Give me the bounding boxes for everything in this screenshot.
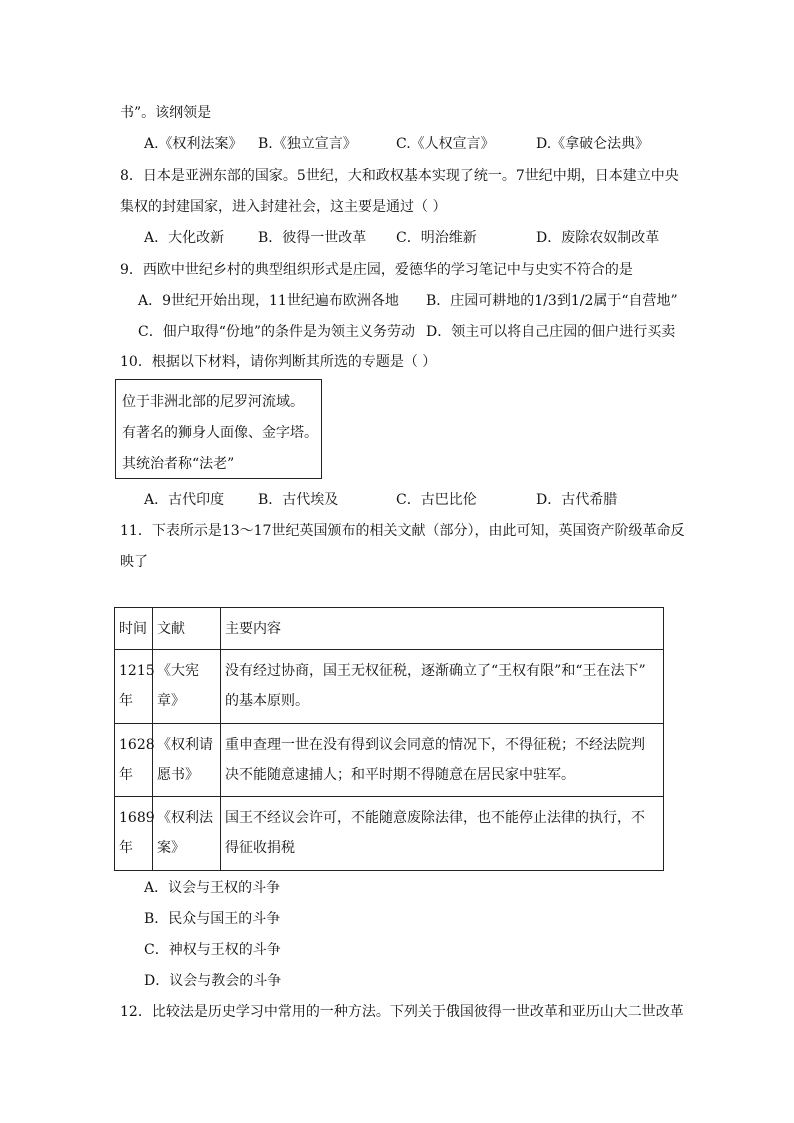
row1-year-unit: 年 bbox=[119, 693, 133, 709]
q11-text-line2: 映了 bbox=[120, 554, 148, 570]
row3-year: 1689 bbox=[119, 810, 155, 826]
header-content: 主要内容 bbox=[221, 608, 664, 650]
q11-option-d: D．议会与教会的斗争 bbox=[144, 973, 282, 989]
q8-option-c: C．明治维新 bbox=[396, 230, 477, 246]
q7-option-b: B.《独立宣言》 bbox=[258, 136, 357, 152]
row3-content-line1: 国王不经议会许可，不能随意废除法律，也不能停止法律的执行，不 bbox=[225, 810, 645, 826]
q7-option-a: A.《权利法案》 bbox=[144, 136, 243, 152]
row3-year-unit: 年 bbox=[119, 840, 133, 856]
q8-option-a: A．大化改新 bbox=[144, 230, 225, 246]
q9-option-c: C．佃户取得“份地”的条件是为领主义务劳动 bbox=[138, 324, 416, 340]
row1-content-line1: 没有经过协商，国王无权征税，逐渐确立了“王权有限”和“王在法下” bbox=[225, 663, 646, 679]
q8-text-line2: 集权的封建国家，进入封建社会，这主要是通过（ ） bbox=[120, 199, 447, 215]
q10-option-a: A．古代印度 bbox=[144, 492, 225, 508]
documents-table bbox=[114, 607, 664, 871]
q11-option-b: B．民众与国王的斗争 bbox=[144, 911, 281, 927]
q9-option-b: B．庄园可耕地的1/3到1/2属于“自营地” bbox=[426, 293, 678, 309]
row3-document-line2: 案》 bbox=[157, 840, 185, 856]
row2-year: 1628 bbox=[119, 737, 155, 753]
row3-document-line1: 《权利法 bbox=[157, 810, 213, 826]
q11-option-a: A．议会与王权的斗争 bbox=[144, 880, 281, 896]
row3-content-line2: 得征收捐税 bbox=[225, 840, 295, 856]
q12-text: 12．比较法是历史学习中常用的一种方法。下列关于俄国彼得一世改革和亚历山大二世改革 bbox=[120, 1004, 684, 1020]
row1-year: 1215 bbox=[119, 663, 155, 679]
q10-option-d: D．古代希腊 bbox=[536, 492, 618, 508]
row2-content-line1: 重申查理一世在没有得到议会同意的情况下，不得征税；不经法院判 bbox=[225, 737, 645, 753]
q7-option-d: D.《拿破仑法典》 bbox=[536, 136, 650, 152]
row2-year-unit: 年 bbox=[119, 767, 133, 783]
q9-text: 9．西欧中世纪乡村的典型组织形式是庄园，爱德华的学习笔记中与史实不符合的是 bbox=[120, 262, 633, 278]
q8-option-d: D．废除农奴制改革 bbox=[536, 230, 660, 246]
q7-option-c: C.《人权宣言》 bbox=[396, 136, 495, 152]
row2-document-line2: 愿书》 bbox=[157, 767, 199, 783]
q8-text-line1: 8．日本是亚洲东部的国家。5世纪，大和政权基本实现了统一。7世纪中期，日本建立中央 bbox=[120, 168, 679, 184]
row1-content-line2: 的基本原则。 bbox=[225, 693, 309, 709]
q9-option-d: D．领主可以将自己庄园的佃户进行买卖 bbox=[426, 324, 676, 340]
q10-option-c: C．古巴比伦 bbox=[396, 492, 477, 508]
table-header-row bbox=[115, 608, 664, 650]
header-document: 文献 bbox=[153, 608, 221, 650]
row2-content-line2: 决不能随意逮捕人；和平时期不得随意在居民家中驻军。 bbox=[225, 767, 575, 783]
table-row bbox=[115, 650, 664, 724]
q10-option-b: B．古代埃及 bbox=[258, 492, 339, 508]
table-row bbox=[115, 797, 664, 871]
row1-document: 《大宪章》 bbox=[157, 663, 199, 709]
row2-document-line1: 《权利请 bbox=[157, 737, 213, 753]
q9-option-a: A．9世纪开始出现，11世纪遍布欧洲各地 bbox=[138, 293, 399, 309]
q11-option-c: C．神权与王权的斗争 bbox=[144, 942, 281, 958]
q11-text-line1: 11．下表所示是13～17世纪英国颁布的相关文献（部分），由此可知，英国资产阶级革命反 bbox=[120, 523, 685, 539]
q7-text-tail: 书”。该纲领是 bbox=[120, 105, 212, 121]
table-row bbox=[115, 724, 664, 797]
q10-material-line2: 有著名的狮身人面像、金字塔。 bbox=[122, 425, 318, 441]
q8-option-b: B．彼得一世改革 bbox=[258, 230, 367, 246]
q10-text: 10．根据以下材料，请你判断其所选的专题是（ ） bbox=[120, 354, 437, 370]
q10-material-line3: 其统治者称“法老” bbox=[122, 456, 235, 472]
header-time: 时间 bbox=[115, 608, 153, 650]
q10-material-box bbox=[115, 379, 322, 479]
q10-material-line1: 位于非洲北部的尼罗河流域。 bbox=[122, 394, 304, 410]
